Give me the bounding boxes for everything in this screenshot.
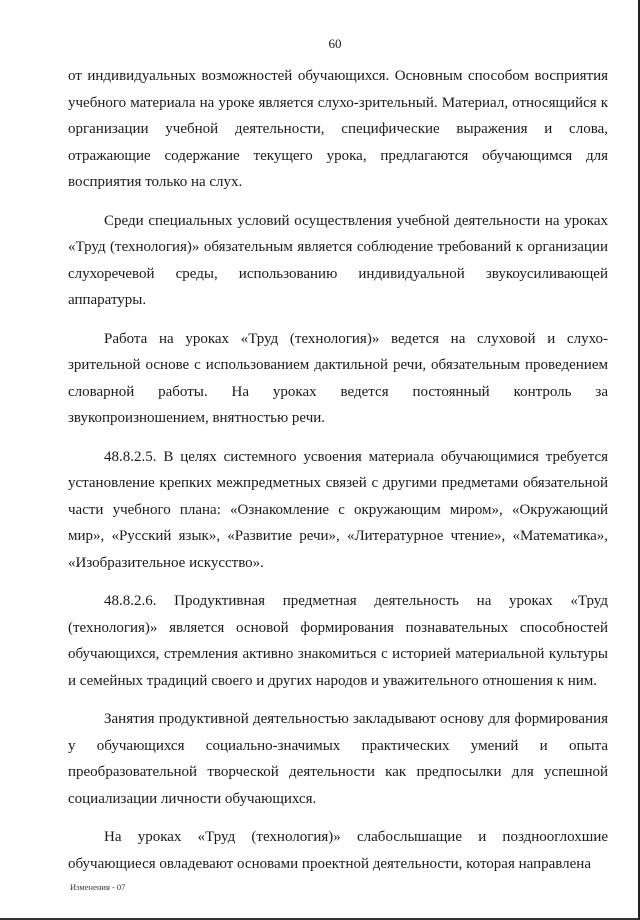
paragraph-project-activity: На уроках «Труд (технология)» слабослышащие и позднооглохшие обучающиеся овладевают основами проектной деятельности, которая направлена — [68, 829, 608, 872]
paragraph-productive-activity: Занятия продуктивной деятельностью закладывают основу для формирования у обучающихся социально-значимых практических умений и опыта преобразовательной творческой деятельности как предпосылки для успешной социализации личности обучающихся. — [68, 711, 608, 807]
page-number: 60 — [328, 36, 342, 51]
paragraph-48-8-2-5: 48.8.2.5. В целях системного усвоения материала обучающимися требуется установление крепких межпредметных связей с другими предметами обязательной части учебного плана: «Ознакомление с окружающим миром», «Окружающий мир», «Русский язык», «Развитие речи», «Литературное чтение», «Математика», «Изобразительное искусство». — [68, 448, 608, 571]
footer-note: Изменения - 07 — [70, 882, 126, 892]
body-text — [68, 63, 608, 889]
paragraph-special-conditions: Среди специальных условий осуществления учебной деятельности на уроках «Труд (технология)» обязательным является соблюдение требований к организации слухоречевой среды, использованию индивидуальной звукоусиливающей аппаратуры. — [68, 212, 608, 308]
paragraph-work-on-lessons: Работа на уроках «Труд (технология)» ведется на слуховой и слухо-зрительной основе с использованием дактильной речи, обязательным проведением словарной работы. На уроках ведется постоянный контроль за звукопроизношением, внятностью речи. — [68, 330, 608, 426]
paragraph-continuation: от индивидуальных возможностей обучающихся. Основным способом восприятия учебного материала на уроке является слухо-зрительный. Материал, относящийся к организации учебной деятельности, специфические выражения и слова, отражающие содержание текущего урока, предлагаются обучающимся для восприятия только на слух. — [68, 68, 608, 190]
paragraph-48-8-2-6: 48.8.2.6. Продуктивная предметная деятельность на уроках «Труд (технология)» является основой формирования познавательных способностей обучающихся, стремления активно знакомиться с историей материальной культуры и семейных традиций своего и других народов и уважительного отношения к ним. — [68, 593, 608, 689]
